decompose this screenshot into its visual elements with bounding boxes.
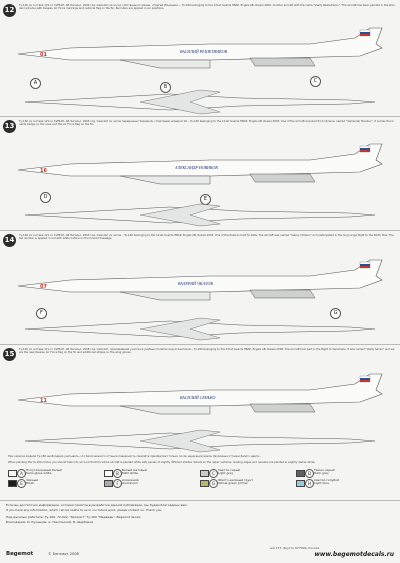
section-description: Ту-160 из состава 121-го ГвТБАП, АБ Энгельс, 2005 год. Самолёт из числа... Tu-160 belonging to the 121st Guards HBAP, Engels AB, Russia 2005. One of the Russian built Tu-160s. The aircraft was named "Valery Chkalov" and participated in the long range flight to the North Pole. The tail number is applied in red with white outline on the forward fuselage. [19, 234, 394, 241]
color-code: C [209, 469, 218, 478]
color-code: E [17, 479, 26, 488]
legend-ru: Алюминий [122, 478, 139, 482]
website-link[interactable]: www.begemotdecals.ru [314, 551, 394, 558]
top-view-drawing [20, 90, 380, 114]
top-view-drawing [20, 430, 380, 452]
side-view-drawing [10, 22, 390, 82]
section-divider [0, 116, 400, 117]
color-code: H [305, 479, 314, 488]
color-legend [8, 469, 392, 495]
section-divider [0, 230, 400, 231]
legend-ru: Жёлто-зелёный грунт [218, 478, 254, 482]
color-callout: G [330, 308, 341, 319]
side-view-drawing [10, 370, 390, 426]
aircraft-name-text: ВАСИЛИЙ РЕШЕТНИКОВ [180, 49, 227, 54]
legend-item [296, 479, 392, 486]
side-view-drawing [10, 140, 390, 196]
color-swatch [296, 470, 305, 477]
legend-item [200, 479, 296, 486]
legend-item [8, 469, 104, 476]
top-view-drawing [20, 204, 380, 226]
tail-number-text: 01 [40, 52, 47, 58]
legend-ru: Светло-голубой [314, 478, 340, 482]
color-callout: F [36, 308, 47, 319]
legend-item [104, 469, 200, 476]
color-code: A [17, 469, 26, 478]
legend-en: Light grey [218, 471, 234, 476]
color-code: F [113, 479, 122, 488]
legend-en: Aluminium [122, 481, 139, 486]
section-description: Ту-160 из состава 121-го ГвТБАП, АБ Энгельс, 2005 год. Самолёт из числа переданных Украиной, с бортовым номером 16... Tu-160 belonging to the 121st Guards HBAP, Engels AB, Russia 2005. One of the aircraft acquired from Ukraine, named "Alexander Novikov". It carries the Guards badge on the nose and the Air Force flag on the fin. [19, 120, 394, 127]
legend-ru: Полуглянцевый белый [26, 468, 62, 472]
section-description: Ту-160 из состава 121-го ГвТБАП, АБ Энгельс, 2000 год. Самолёт не носил собственного имени. «Сергей Ильюшин»... Tu-160 belonging to the 121st Guards HBAP, Engels AB, Russia 2000. Another aircraft with the name "Vasily Reshetnikov". The aircraft has been painted in the standard scheme with Russian Air Force markings and national flag on the fin. Red stars are applied in six positions. [19, 4, 395, 11]
footer-line: Над декалью работали: Ту-160, 72-022, "Бегемот" Ту-160 "Медведь", Begemot decals [6, 516, 141, 519]
section-divider [0, 344, 400, 345]
color-code: B [113, 469, 122, 478]
color-swatch [296, 480, 305, 487]
color-swatch [8, 470, 17, 477]
section-number-badge: 15 [3, 348, 16, 361]
side-view-drawing [10, 256, 390, 312]
general-note-en: When painting the Tu-160 model, you should take into account that the whole aircraft is painted white with panels of slightly different shades. Panels on the upper surfaces, leading edges and nacelles are painted in slightly darker white. [8, 461, 316, 464]
legend-en: Light blue [314, 481, 329, 486]
color-code: D [305, 469, 314, 478]
legend-en: Matt white [122, 471, 138, 476]
color-swatch [104, 480, 113, 487]
color-swatch [200, 470, 209, 477]
postal-address: а/я 177, Якутск 677000, Россия [270, 546, 320, 550]
legend-en: Dark grey [314, 471, 329, 476]
legend-en: Semi-gloss white [26, 471, 52, 476]
color-code: G [209, 479, 218, 488]
section-number-badge: 13 [3, 120, 16, 133]
color-swatch [8, 480, 17, 487]
section-divider [0, 500, 400, 501]
color-callout: D [40, 192, 51, 203]
color-swatch [104, 470, 113, 477]
section-description: Ту-160 из состава 121-го ГвТБАП, АБ Энгельс, 2008 год. Самолёт, принимавший участие в учебных полётах над Атлантикой... Tu-160 belonging to the 121st Guards HBAP, Engels AB, Russia 2008. The aircraft took part in the flight to Venezuela. It was named "Vasily Senko" and wears the new Russian Air Force flag on the fin and additional stripes on the wing gloves. [19, 348, 395, 355]
aircraft-name-text: АЛЕКСАНДР НОВИКОВ [175, 165, 218, 170]
legend-ru: Чёрный [26, 478, 39, 482]
aircraft-name-text: ВАЛЕРИЙ ЧКАЛОВ [178, 281, 213, 286]
legend-ru: Светло-серый [218, 468, 241, 472]
legend-en: Yellow-green primer [218, 481, 248, 486]
footer-line: Если вы достаточно информации, которая помогла в разработке данной публикации, мы будем благодарны вам. [6, 504, 188, 507]
color-callout: A [30, 78, 41, 89]
color-callout: C [310, 76, 321, 87]
footer-line: If you have any information, which can be useful to us in our future work, please contact us. Thank you. [6, 509, 163, 512]
aircraft-name-text: ВАСИЛИЙ СЕНЬКО [180, 395, 216, 400]
legend-item [296, 469, 392, 476]
legend-ru: Тёмно-серый [314, 468, 335, 472]
color-callout: B [160, 82, 171, 93]
begemot-logo: Begemot [6, 551, 34, 557]
section-number-badge: 14 [3, 234, 16, 247]
tail-number-text: 07 [40, 284, 47, 290]
color-swatch [200, 480, 209, 487]
legend-ru: Белый матовый [122, 468, 147, 472]
tail-number-text: 11 [40, 398, 47, 404]
copyright-text: © Бегемот 2008 [48, 552, 79, 556]
tail-number-text: 16 [40, 168, 47, 174]
section-number-badge: 12 [3, 4, 16, 17]
footer-line: Благодарим: И. Кузнецов, А. Никольский, В. Щербаков [6, 521, 94, 524]
legend-en: Black [26, 481, 35, 486]
top-view-drawing [20, 318, 380, 340]
color-callout: E [200, 194, 211, 205]
legend-item [8, 479, 104, 486]
general-note-ru: При окраске модели Ту-160 необходимо учитывать, что белоснежного оттенка поверхность самолёта приобретает только после нанесения эмали. Различные оттенки белого цвета... [8, 455, 262, 458]
legend-item [200, 469, 296, 476]
legend-item [104, 479, 200, 486]
